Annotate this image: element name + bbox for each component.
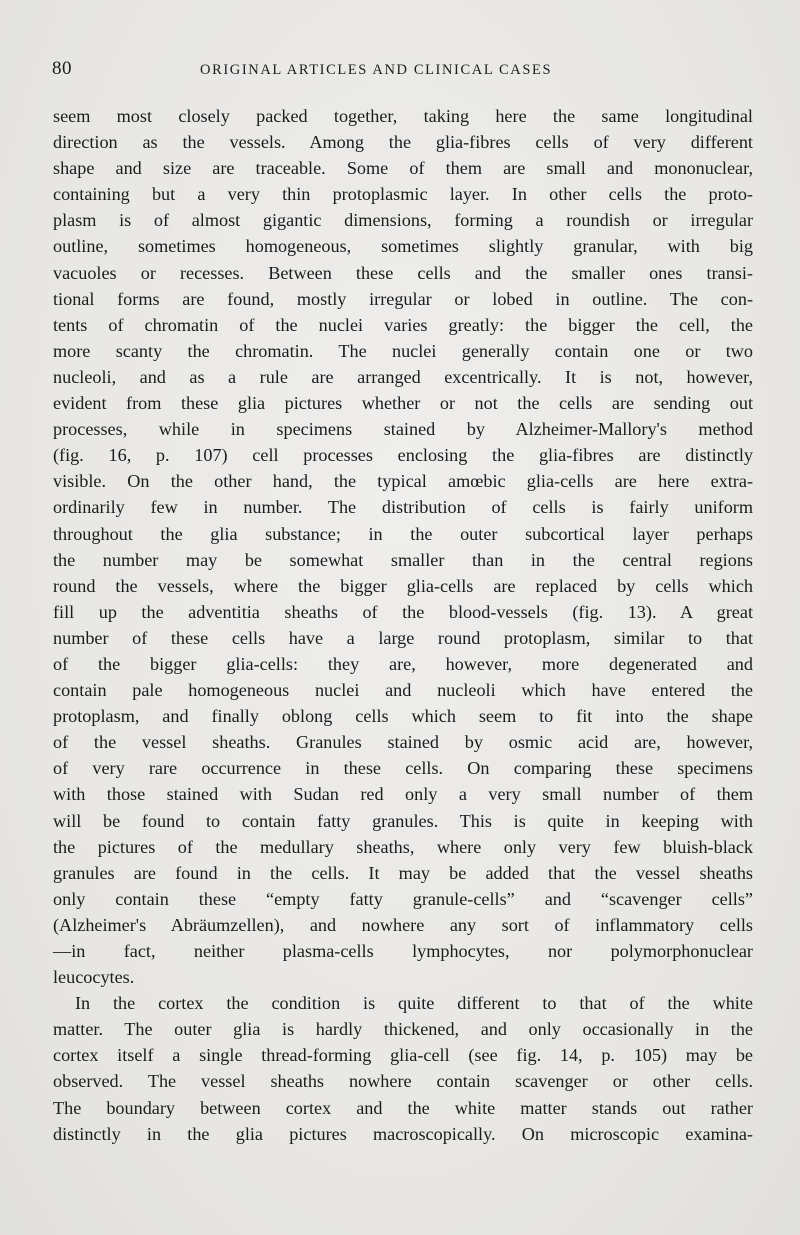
paragraph-end-line: leucocytes. xyxy=(53,967,135,988)
page-number: 80 xyxy=(52,58,72,79)
text-line: number of these cells have a large round protoplasm, similar to that xyxy=(53,627,753,648)
text-line: will be found to contain fatty granules. This is quite in keeping with xyxy=(53,810,753,831)
text-line: processes, while in specimens stained by Alzheimer-Mallory's method xyxy=(53,419,753,440)
paragraph-start-line: In the cortex the condition is quite different to that of the white xyxy=(75,993,753,1014)
body-text xyxy=(53,103,753,1147)
running-head-title: ORIGINAL ARTICLES AND CLINICAL CASES xyxy=(200,62,553,78)
text-line: (fig. 16, p. 107) cell processes enclosing the glia-fibres are distinctly xyxy=(53,445,753,466)
text-line: cortex itself a single thread-forming glia-cell (see fig. 14, p. 105) may be xyxy=(53,1045,753,1066)
text-line: observed. The vessel sheaths nowhere contain scavenger or other cells. xyxy=(53,1071,753,1092)
text-line: tional forms are found, mostly irregular or lobed in outline. The con- xyxy=(53,288,753,309)
text-line: distinctly in the glia pictures macroscopically. On microscopic examina- xyxy=(53,1123,753,1144)
text-line: tents of chromatin of the nuclei varies greatly: the bigger the cell, the xyxy=(53,314,753,335)
text-line: protoplasm, and finally oblong cells which seem to fit into the shape xyxy=(53,706,753,727)
text-line: evident from these glia pictures whether or not the cells are sending out xyxy=(53,393,753,414)
text-line: visible. On the other hand, the typical amœbic glia-cells are here extra- xyxy=(53,471,753,492)
text-line: matter. The outer glia is hardly thickened, and only occasionally in the xyxy=(53,1019,753,1040)
text-line: —in fact, neither plasma-cells lymphocytes, nor polymorphonuclear xyxy=(53,941,753,961)
text-line: more scanty the chromatin. The nuclei generally contain one or two xyxy=(53,340,753,361)
text-line: round the vessels, where the bigger glia-cells are replaced by cells which xyxy=(53,575,753,596)
text-line: nucleoli, and as a rule are arranged excentrically. It is not, however, xyxy=(53,366,753,387)
text-line: the number may be somewhat smaller than in the central regions xyxy=(53,549,753,570)
text-line: granules are found in the cells. It may be added that the vessel sheaths xyxy=(53,862,753,883)
text-line: direction as the vessels. Among the glia-fibres cells of very different xyxy=(53,132,753,153)
text-line: of the bigger glia-cells: they are, however, more degenerated and xyxy=(53,653,753,674)
text-line: seem most closely packed together, taking here the same longitudinal xyxy=(53,106,753,126)
text-line: vacuoles or recesses. Between these cells and the smaller ones transi- xyxy=(53,262,753,283)
text-line: containing but a very thin protoplasmic layer. In other cells the proto- xyxy=(53,184,753,205)
text-line: outline, sometimes homogeneous, sometimes slightly granular, with big xyxy=(53,236,753,257)
text-line: The boundary between cortex and the white matter stands out rather xyxy=(53,1097,753,1118)
text-line: fill up the adventitia sheaths of the blood-vessels (fig. 13). A great xyxy=(53,601,753,622)
text-line: only contain these “empty fatty granule-cells” and “scavenger cells” xyxy=(53,888,753,909)
text-line: contain pale homogeneous nuclei and nucleoli which have entered the xyxy=(53,680,753,701)
text-line: ordinarily few in number. The distribution of cells is fairly uniform xyxy=(53,497,753,518)
text-line: shape and size are traceable. Some of them are small and mononuclear, xyxy=(53,158,753,179)
text-line: plasm is of almost gigantic dimensions, forming a roundish or irregular xyxy=(53,210,753,231)
text-line: of very rare occurrence in these cells. On comparing these specimens xyxy=(53,758,753,779)
text-line: (Alzheimer's Abräumzellen), and nowhere any sort of inflammatory cells xyxy=(53,914,753,935)
text-line: with those stained with Sudan red only a very small number of them xyxy=(53,784,753,805)
text-line: the pictures of the medullary sheaths, where only very few bluish-black xyxy=(53,836,753,857)
text-line: throughout the glia substance; in the outer subcortical layer perhaps xyxy=(53,523,753,544)
text-line: of the vessel sheaths. Granules stained by osmic acid are, however, xyxy=(53,732,753,753)
running-head xyxy=(52,58,752,84)
